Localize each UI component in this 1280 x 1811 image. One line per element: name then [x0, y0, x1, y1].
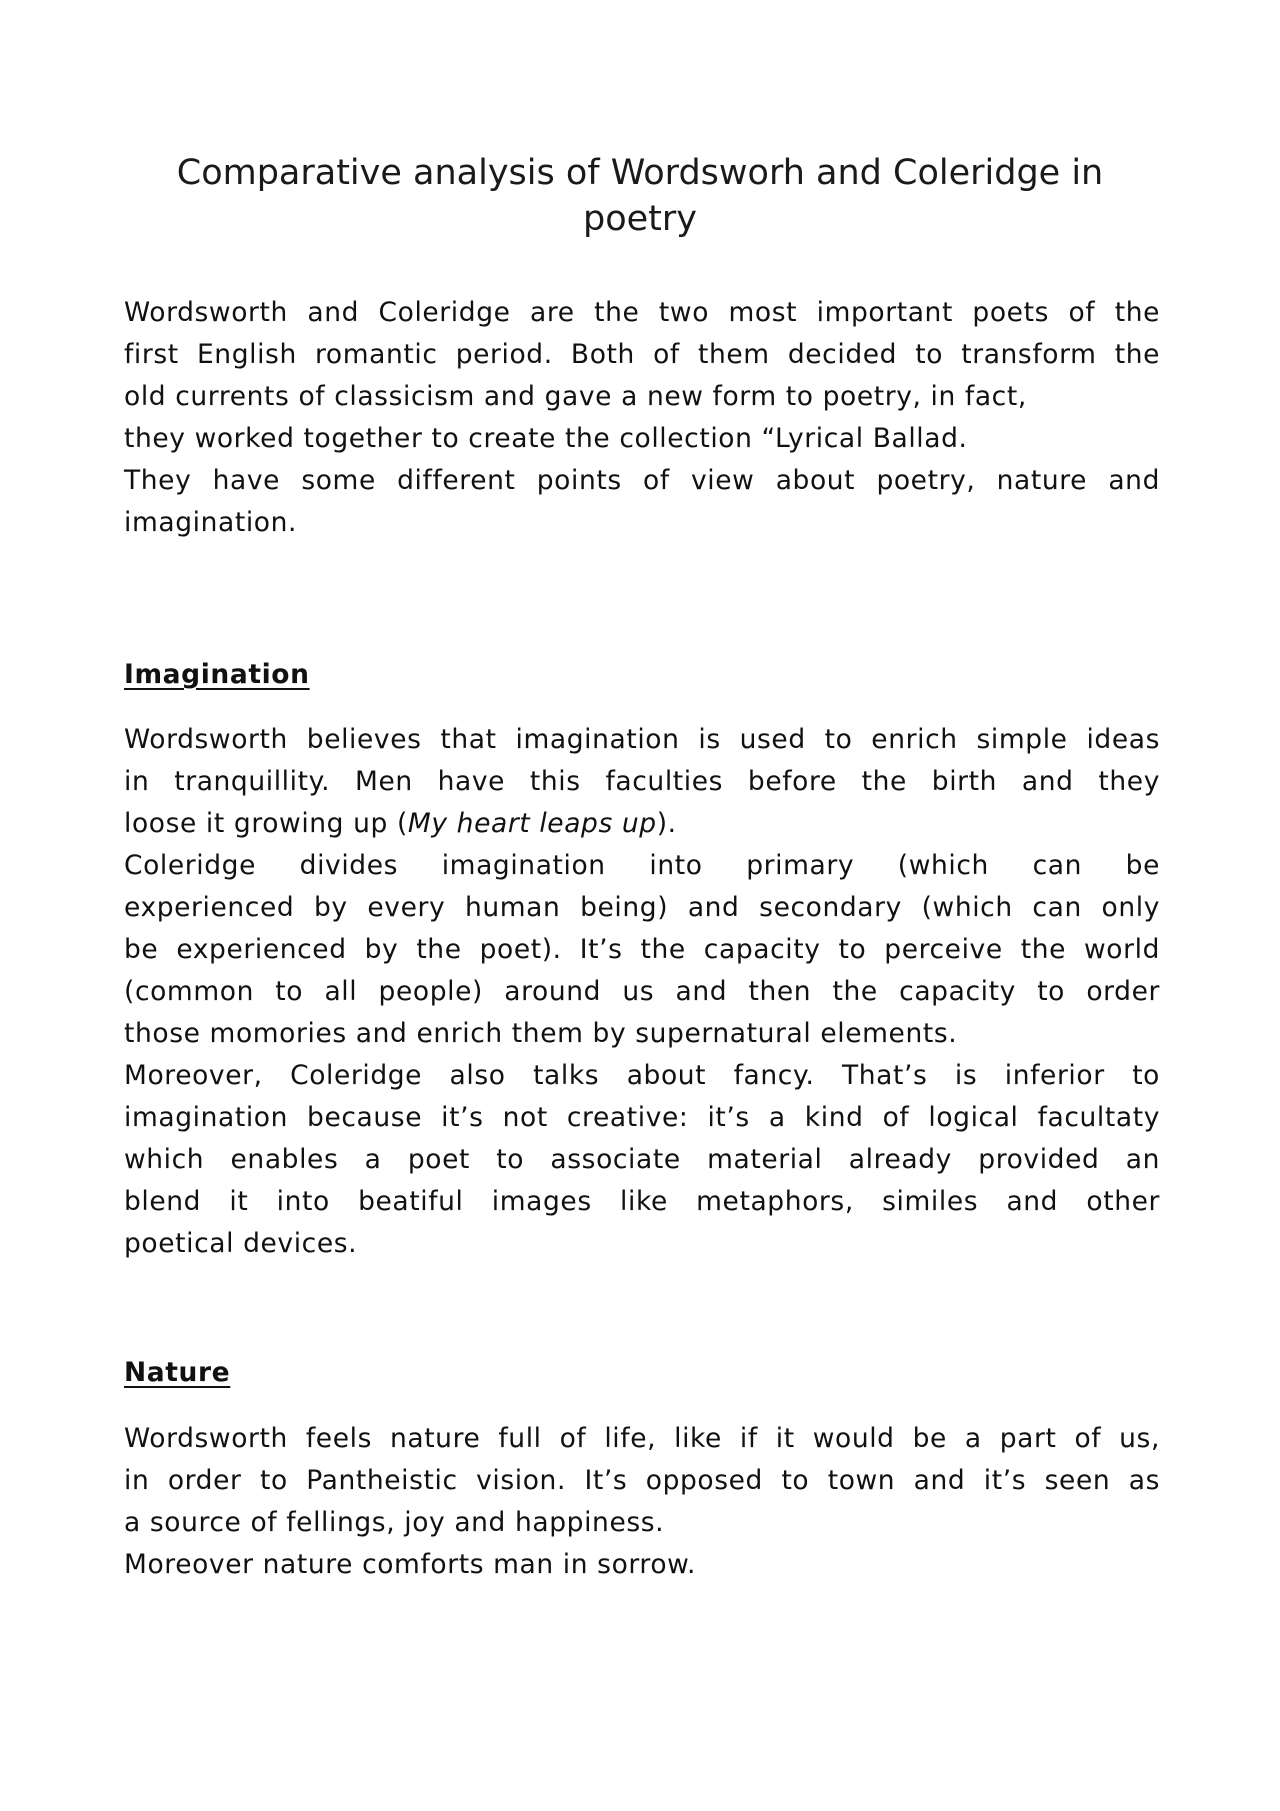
- nature-paragraph-2: [124, 1544, 1160, 1586]
- imagination-paragraph-3: [124, 1055, 1160, 1265]
- paragraph-line: experienced by every human being) and secondary (which can only: [124, 892, 1160, 923]
- paragraph-line: Wordsworth feels nature full of life, like if it would be a part of us,: [124, 1423, 1160, 1454]
- paragraph-line: in tranquillity. Men have this faculties before the birth and they: [124, 766, 1160, 797]
- paragraph-line: blend it into beatiful images like metaphors, similes and other: [124, 1186, 1160, 1217]
- intro-line: old currents of classicism and gave a new form to poetry, in fact,: [124, 381, 1027, 412]
- paragraph-line: imagination because it’s not creative: it’s a kind of logical facultaty: [124, 1102, 1160, 1133]
- intro-paragraph: [124, 292, 1160, 544]
- imagination-paragraph-1: [124, 719, 1160, 845]
- intro-line: imagination.: [124, 507, 298, 538]
- paragraph-line: Moreover nature comforts man in sorrow.: [124, 1549, 697, 1580]
- title-line-1: Comparative analysis of Wordsworh and Coleridge in: [176, 153, 1104, 193]
- paragraph-text: ).: [656, 808, 677, 839]
- paragraph-line: be experienced by the poet). It’s the capacity to perceive the world: [124, 934, 1160, 965]
- document-title: [120, 150, 1160, 242]
- paragraph-line: Coleridge divides imagination into primary (which can be: [124, 850, 1160, 881]
- paragraph-line: Moreover, Coleridge also talks about fancy. That’s is inferior to: [124, 1060, 1160, 1091]
- paragraph-text: loose it growing up (: [124, 808, 408, 839]
- paragraph-line: a source of fellings, joy and happiness.: [124, 1507, 665, 1538]
- paragraph-line: [124, 803, 1160, 845]
- paragraph-line: which enables a poet to associate material already provided an: [124, 1144, 1160, 1175]
- intro-line: first English romantic period. Both of them decided to transform the: [124, 339, 1160, 370]
- paragraph-line: those momories and enrich them by supernatural elements.: [124, 1018, 958, 1049]
- intro-line: Wordsworth and Coleridge are the two most important poets of the: [124, 297, 1160, 328]
- paragraph-line: poetical devices.: [124, 1228, 358, 1259]
- intro-line: They have some different points of view about poetry, nature and: [124, 465, 1160, 496]
- poem-title: My heart leaps up: [407, 808, 657, 839]
- title-line-2: poetry: [583, 199, 697, 239]
- paragraph-line: Wordsworth believes that imagination is used to enrich simple ideas: [124, 724, 1160, 755]
- section-heading-nature: Nature: [124, 1357, 231, 1388]
- nature-paragraph-1: [124, 1418, 1160, 1544]
- section-heading-imagination: Imagination: [124, 659, 310, 690]
- paragraph-line: (common to all people) around us and then the capacity to order: [124, 976, 1160, 1007]
- paragraph-line: in order to Pantheistic vision. It’s opposed to town and it’s seen as: [124, 1465, 1160, 1496]
- intro-line: they worked together to create the collection “Lyrical Ballad.: [124, 423, 968, 454]
- imagination-paragraph-2: [124, 845, 1160, 1055]
